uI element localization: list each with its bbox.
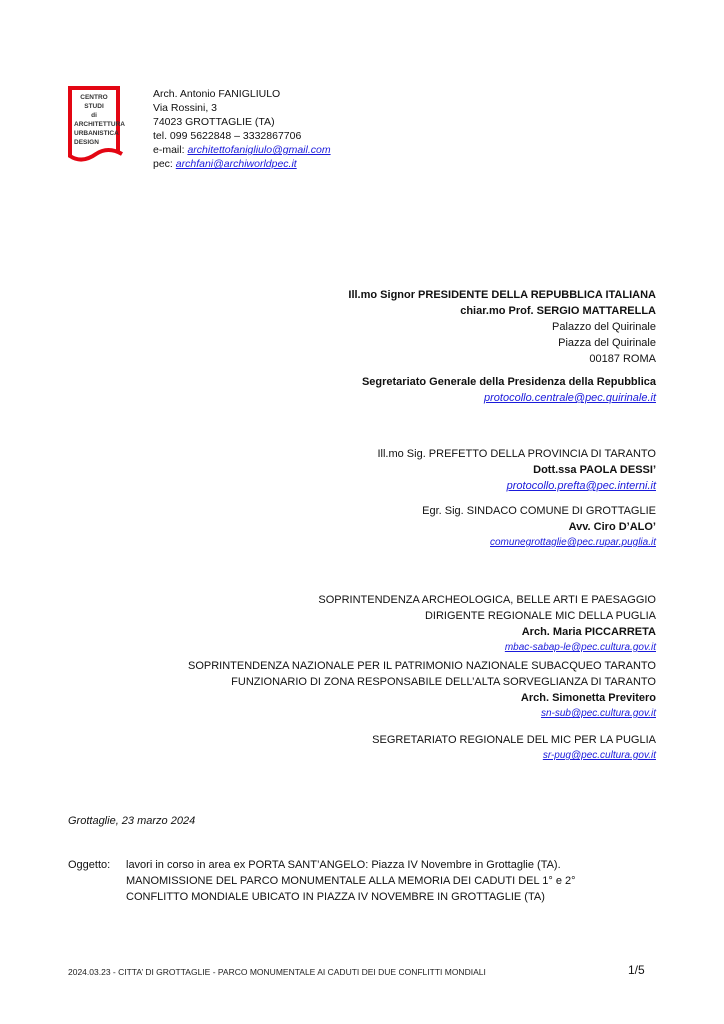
recipient-mayor <box>422 503 656 550</box>
recipient-soprintendenza-email-row <box>318 640 656 655</box>
sender-pec-row <box>153 157 331 171</box>
logo-line-4: URBANISTICA <box>74 130 119 137</box>
sender-email-row <box>153 143 331 157</box>
recipient-subacqueo-title: SOPRINTENDENZA NAZIONALE PER IL PATRIMONIO NAZIONALE SUBACQUEO TARANTO <box>188 660 656 672</box>
sender-block <box>153 87 331 171</box>
subject-line-1: lavori in corso in area ex PORTA SANT’ANGELO: Piazza IV Novembre in Grottaglie (TA). <box>126 859 561 871</box>
letter-date: Grottaglie, 23 marzo 2024 <box>68 815 196 827</box>
subject-body <box>126 857 686 905</box>
recipient-soprintendenza-title: SOPRINTENDENZA ARCHEOLOGICA, BELLE ARTI E PAESAGGIO <box>318 594 656 606</box>
recipient-president-title: Ill.mo Signor PRESIDENTE DELLA REPUBBLICA ITALIANA <box>348 289 656 301</box>
logo-line-2: di <box>91 112 97 119</box>
recipient-mayor-email-row <box>422 535 656 550</box>
recipient-secretariat <box>362 374 656 406</box>
sender-street: Via Rossini, 3 <box>153 102 218 114</box>
subject-label: Oggetto: <box>68 859 111 871</box>
recipient-prefect-name: Dott.ssa PAOLA DESSI’ <box>533 464 656 476</box>
recipient-mayor-title: Egr. Sig. SINDACO COMUNE DI GROTTAGLIE <box>422 505 656 517</box>
subject-line-2: MANOMISSIONE DEL PARCO MONUMENTALE ALLA MEMORIA DEI CADUTI DEL 1° e 2° <box>126 875 576 887</box>
logo-text <box>74 93 125 147</box>
logo-line-3: ARCHITETTURA <box>74 121 125 128</box>
sender-name: Arch. Antonio FANIGLIULO <box>153 88 281 100</box>
recipient-secretariat-email-row <box>362 390 656 406</box>
sender-pec-label: pec: <box>153 158 176 170</box>
recipient-segretariato-mic-title: SEGRETARIATO REGIONALE DEL MIC PER LA PUGLIA <box>372 734 656 746</box>
recipient-soprintendenza <box>318 592 656 655</box>
logo-wave-icon <box>68 146 124 166</box>
sender-tel: tel. 099 5622848 – 3332867706 <box>153 130 302 142</box>
recipient-prefect-email[interactable]: protocollo.prefta@pec.interni.it <box>506 480 656 492</box>
recipient-mayor-email[interactable]: comunegrottaglie@pec.rupar.puglia.it <box>490 537 656 548</box>
recipient-president-address-1: Palazzo del Quirinale <box>552 321 656 333</box>
recipient-subacqueo-name: Arch. Simonetta Previtero <box>520 692 656 704</box>
recipient-president-address-2: Piazza del Quirinale <box>558 337 656 349</box>
recipient-subacqueo-email-row <box>188 706 656 721</box>
recipient-soprintendenza-name: Arch. Maria PICCARRETA <box>521 626 656 638</box>
recipient-president-address-3: 00187 ROMA <box>589 353 656 365</box>
studio-logo <box>68 86 125 164</box>
recipient-mayor-name: Avv. Ciro D’ALO’ <box>568 521 656 533</box>
recipient-secretariat-title: Segretariato Generale della Presidenza della Repubblica <box>361 376 656 388</box>
sender-email-link[interactable]: architettofanigliulo@gmail.com <box>187 144 331 156</box>
logo-line-1: CENTRO STUDI <box>80 94 108 110</box>
page-number: 1/5 <box>628 963 645 977</box>
recipient-president <box>348 287 656 367</box>
recipient-secretariat-email[interactable]: protocollo.centrale@pec.quirinale.it <box>484 392 656 404</box>
recipient-president-name: chiar.mo Prof. SERGIO MATTARELLA <box>460 305 656 317</box>
recipient-segretariato-mic-email-row <box>372 748 656 763</box>
recipient-prefect <box>377 446 656 494</box>
recipient-subacqueo-email[interactable]: sn-sub@pec.cultura.gov.it <box>540 708 656 719</box>
recipient-segretariato-mic-email[interactable]: sr-pug@pec.cultura.gov.it <box>542 750 656 761</box>
sender-pec-link[interactable]: archfani@archiworldpec.it <box>175 158 297 170</box>
sender-email-label: e-mail: <box>153 144 188 156</box>
recipient-segretariato-mic <box>372 732 656 763</box>
recipient-soprintendenza-email[interactable]: mbac-sabap-le@pec.cultura.gov.it <box>504 642 656 653</box>
recipient-subacqueo <box>188 658 656 721</box>
subject-line-3: CONFLITTO MONDIALE UBICATO IN PIAZZA IV NOVEMBRE IN GROTTAGLIE (TA) <box>126 891 545 903</box>
recipient-soprintendenza-role: DIRIGENTE REGIONALE MIC DELLA PUGLIA <box>424 610 656 622</box>
logo-line-5: DESIGN <box>74 139 99 146</box>
recipient-subacqueo-role: FUNZIONARIO DI ZONA RESPONSABILE DELL’ALTA SORVEGLIANZA DI TARANTO <box>231 676 656 688</box>
recipient-prefect-title: Ill.mo Sig. PREFETTO DELLA PROVINCIA DI TARANTO <box>377 448 656 460</box>
page-footer: 2024.03.23 - CITTA’ DI GROTTAGLIE - PARCO MONUMENTALE AI CADUTI DEI DUE CONFLITTI MONDIALI <box>68 967 486 977</box>
sender-city: 74023 GROTTAGLIE (TA) <box>153 116 275 128</box>
recipient-prefect-email-row <box>377 478 656 494</box>
